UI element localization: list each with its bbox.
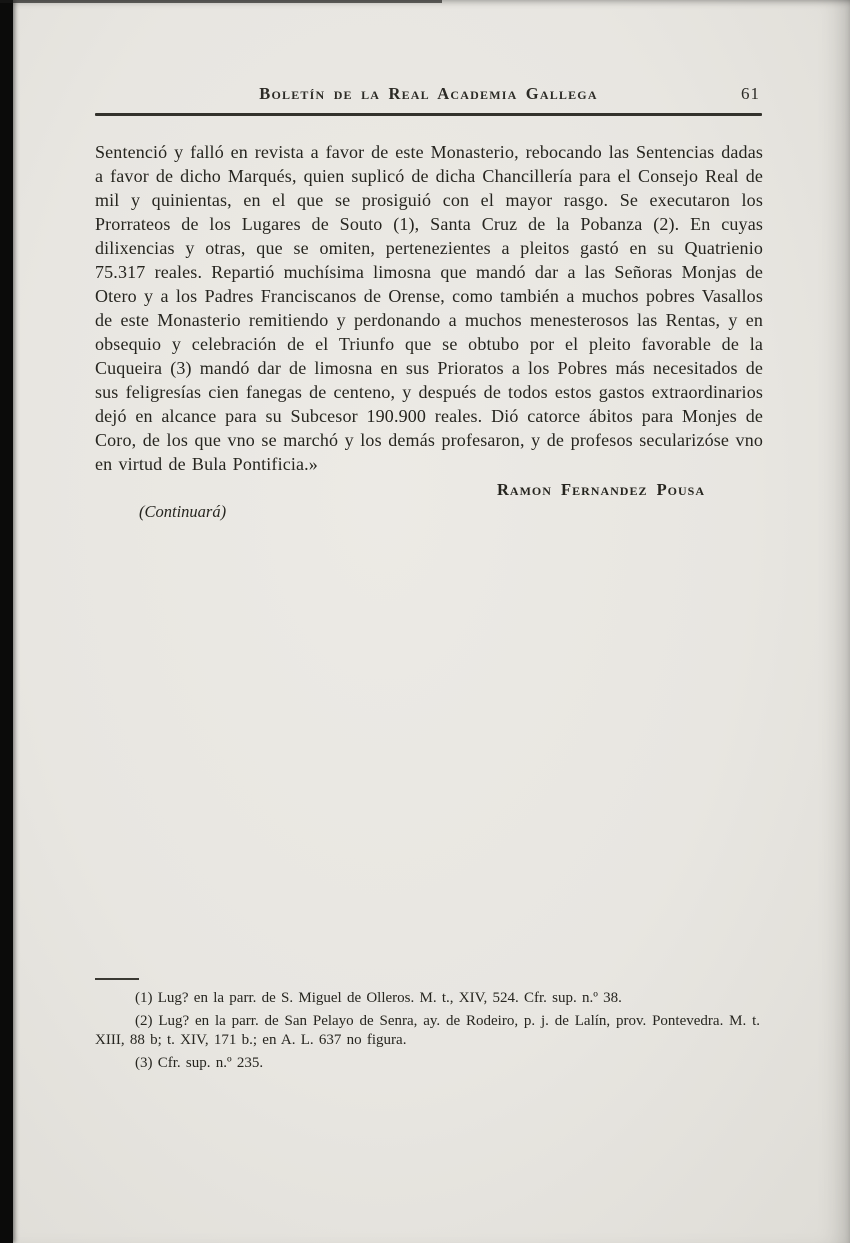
continuation-note: (Continuará): [139, 502, 227, 521]
author-signature: Ramon Fernandez Pousa: [497, 480, 705, 499]
footnote-2: (2) Lug? en la parr. de San Pelayo de Senra, ay. de Rodeiro, p. j. de Lalín, prov. Pontevedra. M. t. XIII, 88 b; t. XIV, 171 b.; en A. L. 637 no figura.: [95, 1012, 760, 1048]
page-number: 61: [741, 84, 760, 103]
scan-top-edge-artifact: [0, 0, 442, 3]
footnote-separator: [95, 978, 139, 980]
main-paragraph: Sentenció y falló en revista a favor de este Monasterio, rebocando las Sentencias dadas a favor de dicho Marqués, quien suplicó de dicha Chancillería para el Consejo Real de mil y quinientas, en el que se prosiguió con el mayor rasgo. Se executaron los Prorrateos de los Lugares de Souto (1), Santa Cruz de la Pobanza (2). En cuyas dilixencias y otras, que se omiten, pertenezientes a pleitos gastó en su Quatrienio 75.317 reales. Repartió muchísima limosna que mandó dar a las Señoras Monjas de Otero y a los Padres Franciscanos de Orense, como también a muchos pobres Vasallos de este Monasterio remitiendo y perdonando a muchos menesterosos las Rentas, y en obsequio y celebración de el Triunfo que se obtubo por el pleito favorable de la Cuqueira (3) mandó dar de limosna en sus Prioratos a los Pobres más necesitados de sus feligresías cien fanegas de centeno, y después de todos estos gastos extraordinarios dejó en alcance para su Subcesor 190.900 reales. Dió catorce ábitos para Monjes de Coro, de los que vno se marchó y los demás profesaron, y de profesos secularizóse vno en virtud de Bula Pontificia.»: [95, 142, 763, 474]
journal-title: Boletín de la Real Academia Gallega: [259, 84, 598, 103]
footnote-3: (3) Cfr. sup. n.º 235.: [135, 1054, 264, 1071]
scan-left-edge-artifact: [0, 0, 13, 1243]
page-body: [95, 140, 763, 522]
footnote-1: (1) Lug? en la parr. de S. Miguel de Olleros. M. t., XIV, 524. Cfr. sup. n.º 38.: [135, 990, 622, 1006]
footnotes-section: [95, 978, 760, 1076]
running-header: [95, 84, 762, 108]
header-rule: [95, 113, 762, 116]
